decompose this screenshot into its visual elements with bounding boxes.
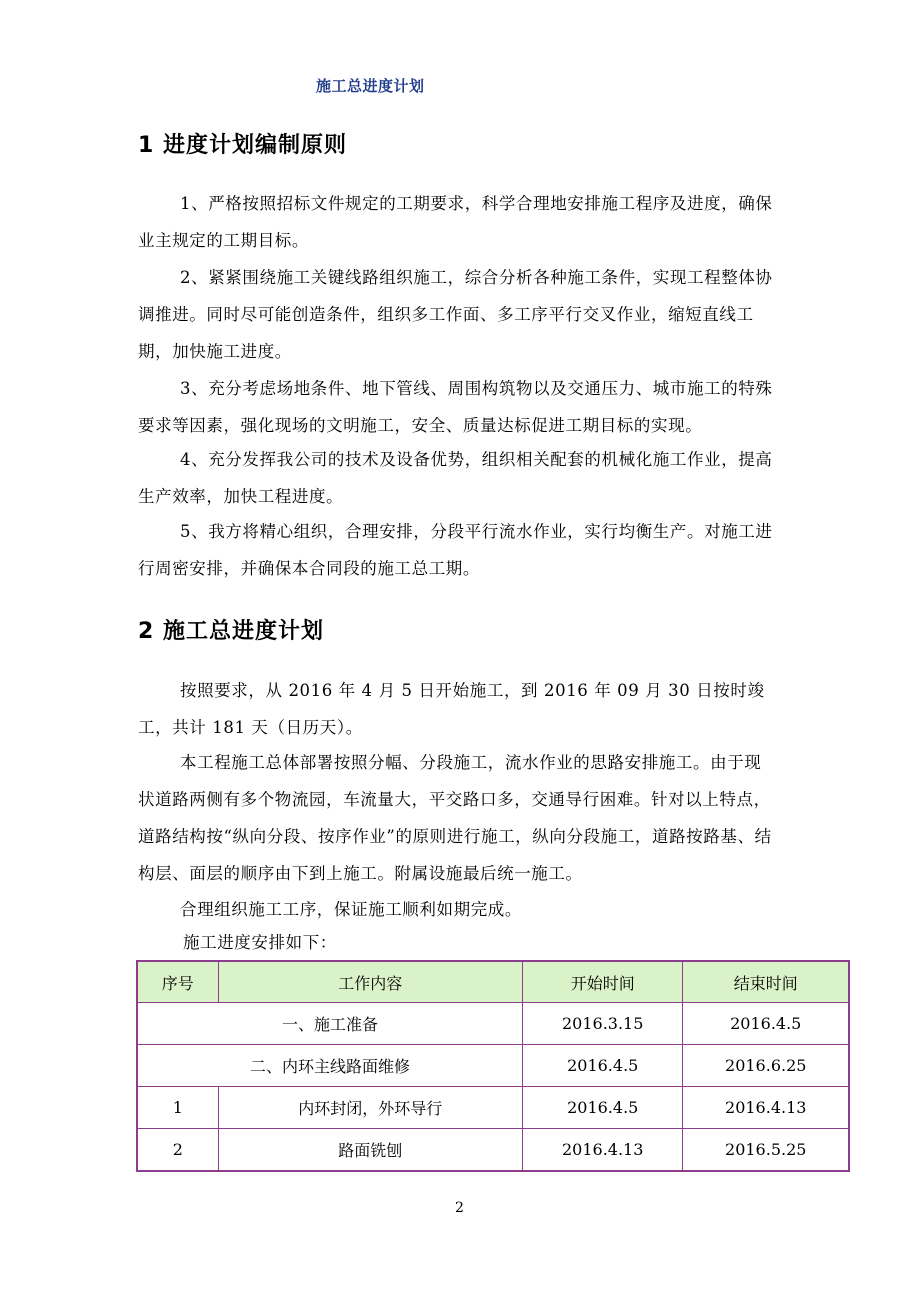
document-title: 施工总进度计划 <box>316 77 425 95</box>
cell-task: 路面铣刨 <box>218 1129 522 1172</box>
header-end: 结束时间 <box>683 961 849 1003</box>
cell-task: 二、内环主线路面维修 <box>137 1045 522 1087</box>
table-row <box>137 1087 849 1129</box>
cell-end: 2016.4.13 <box>683 1087 849 1129</box>
paragraph-2-1: 按照要求，从 2016 年 4 月 5 日开始施工，到 2016 年 09 月 30 日按时竣工，共计 181 天（日历天）。 <box>138 681 765 737</box>
table-row <box>137 1003 849 1045</box>
cell-task: 一、施工准备 <box>137 1003 522 1045</box>
header-task: 工作内容 <box>218 961 522 1003</box>
cell-no: 1 <box>137 1087 218 1129</box>
section-2-heading: 2 施工总进度计划 <box>138 619 324 644</box>
paragraph-1-4: 4、充分发挥我公司的技术及设备优势，组织相关配套的机械化施工作业，提高生产效率，加快工程进度。 <box>138 450 773 506</box>
header-start: 开始时间 <box>522 961 683 1003</box>
table-row <box>137 1129 849 1172</box>
paragraph-1-1: 1、严格按照招标文件规定的工期要求，科学合理地安排施工程序及进度，确保业主规定的工期目标。 <box>138 194 773 250</box>
page-number: 2 <box>455 1200 464 1216</box>
section-1-heading: 1 进度计划编制原则 <box>138 133 347 158</box>
cell-end: 2016.6.25 <box>683 1045 849 1087</box>
paragraph-2-2: 本工程施工总体部署按照分幅、分段施工，流水作业的思路安排施工。由于现状道路两侧有多个物流园，车流量大，平交路口多，交通导行困难。针对以上特点，道路结构按“纵向分段、按序作业”的原则进行施工，纵向分段施工，道路按路基、结构层、面层的顺序由下到上施工。附属设施最后统一施工。 <box>138 753 772 883</box>
cell-start: 2016.4.13 <box>522 1129 683 1172</box>
paragraph-1-3: 3、充分考虑场地条件、地下管线、周围构筑物以及交通压力、城市施工的特殊要求等因素，强化现场的文明施工，安全、质量达标促进工期目标的实现。 <box>138 379 773 435</box>
schedule-table <box>136 960 850 1172</box>
header-no: 序号 <box>137 961 218 1003</box>
paragraph-1-5: 5、我方将精心组织，合理安排，分段平行流水作业，实行均衡生产。对施工进行周密安排，并确保本合同段的施工总工期。 <box>138 522 773 578</box>
cell-no: 2 <box>137 1129 218 1172</box>
table-caption: 施工进度安排如下： <box>183 933 337 952</box>
cell-end: 2016.4.5 <box>683 1003 849 1045</box>
cell-start: 2016.4.5 <box>522 1087 683 1129</box>
paragraph-1-2: 2、紧紧围绕施工关键线路组织施工，综合分析各种施工条件，实现工程整体协调推进。同时尽可能创造条件，组织多工作面、多工序平行交叉作业，缩短直线工期，加快施工进度。 <box>138 268 773 361</box>
cell-start: 2016.4.5 <box>522 1045 683 1087</box>
paragraph-2-3: 合理组织施工工序，保证施工顺利如期完成。 <box>180 900 522 919</box>
table-header-row <box>137 961 849 1003</box>
cell-end: 2016.5.25 <box>683 1129 849 1172</box>
cell-start: 2016.3.15 <box>522 1003 683 1045</box>
cell-task: 内环封闭，外环导行 <box>218 1087 522 1129</box>
table-row <box>137 1045 849 1087</box>
